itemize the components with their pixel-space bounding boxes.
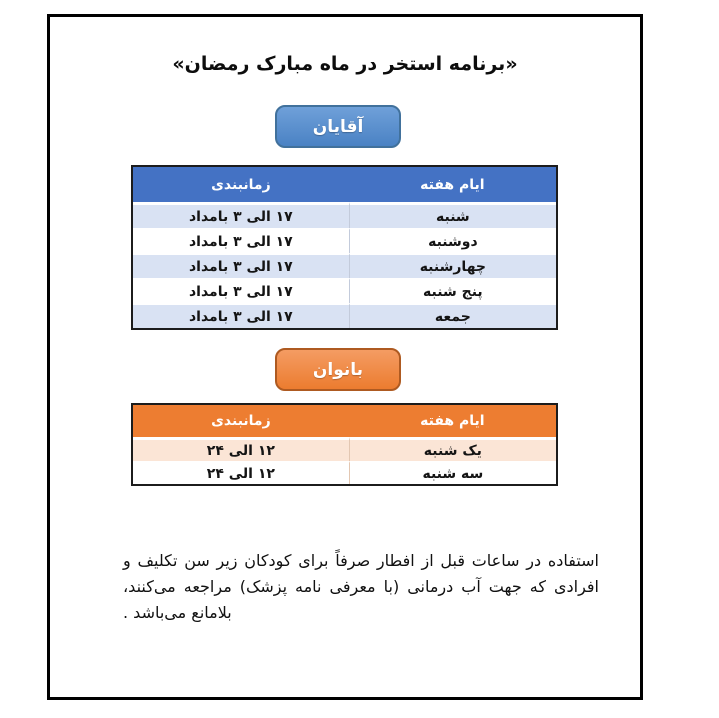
women-table-header-row xyxy=(133,405,556,437)
day-cell: جمعه xyxy=(349,303,556,328)
men-section-button[interactable] xyxy=(275,105,401,148)
day-cell: سه شنبه xyxy=(349,461,556,484)
table-row xyxy=(133,202,556,228)
men-section-button-label: آقایان xyxy=(312,116,364,137)
day-cell: پنج شنبه xyxy=(349,278,556,303)
table-row xyxy=(133,228,556,253)
time-cell: ۱۷ الی ۳ بامداد xyxy=(133,202,349,228)
men-header-timing: زمانبندی xyxy=(133,167,349,202)
table-row xyxy=(133,461,556,484)
women-section-button-label: بانوان xyxy=(312,359,364,380)
time-cell: ۱۷ الی ۳ بامداد xyxy=(133,278,349,303)
women-header-timing: زمانبندی xyxy=(133,405,349,437)
day-cell: دوشنبه xyxy=(349,228,556,253)
time-cell: ۱۲ الی ۲۴ xyxy=(133,437,349,461)
table-row xyxy=(133,303,556,328)
women-schedule-table xyxy=(131,403,558,486)
document-title: «برنامه استخر در ماه مبارک رمضان» xyxy=(172,53,518,75)
men-table-header-row xyxy=(133,167,556,202)
page-border xyxy=(47,14,643,700)
table-row xyxy=(133,253,556,278)
time-cell: ۱۲ الی ۲۴ xyxy=(133,461,349,484)
time-cell: ۱۷ الی ۳ بامداد xyxy=(133,303,349,328)
men-schedule-table xyxy=(131,165,558,330)
women-header-days: ایام هفته xyxy=(349,405,556,437)
day-cell: یک شنبه xyxy=(349,437,556,461)
table-row xyxy=(133,278,556,303)
footer-note: استفاده در ساعات قبل از افطار صرفاً برای کودکان زیر سن تکلیف و افرادی که جهت آب درمانی (با معرفی نامه پزشک) مراجعه می‌کنند، بلامانع می‌باشد . xyxy=(123,551,599,622)
day-cell: شنبه xyxy=(349,202,556,228)
table-row xyxy=(133,437,556,461)
time-cell: ۱۷ الی ۳ بامداد xyxy=(133,228,349,253)
men-header-days: ایام هفته xyxy=(349,167,556,202)
women-section-button[interactable] xyxy=(275,348,401,391)
day-cell: چهارشنبه xyxy=(349,253,556,278)
time-cell: ۱۷ الی ۳ بامداد xyxy=(133,253,349,278)
